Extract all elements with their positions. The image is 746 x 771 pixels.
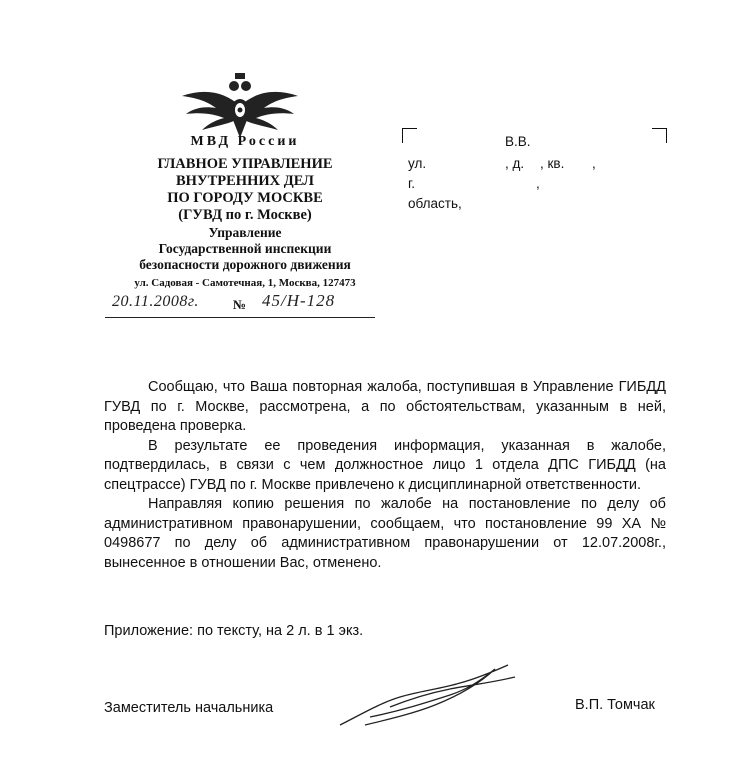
recipient-apt-tail: , [592,156,596,171]
recipient-house-label: , д. [505,156,525,171]
signer-name: В.П. Томчак [575,697,655,713]
body-paragraph: Направляя копию решения по жалобе на постановление по делу об административном правонарушении, сообщаем, что постановление 99 ХА № 0498677 по делу об административном правонарушении от 12.07.2008г., вынесенное в отношении Вас, отменено. [104,496,666,571]
department-name [120,156,370,224]
department-line: ВНУТРЕННИХ ДЕЛ [176,173,314,189]
address-corner-right [652,128,667,143]
emblem-icon [180,70,300,142]
sub-department-line: Управление [208,225,282,240]
letterhead-address: ул. Садовая - Самотечная, 1, Москва, 127473 [134,277,356,289]
sub-department-line: безопасности дорожного движения [139,257,351,272]
sub-department-name [105,225,385,273]
registration-number: 45/Н-128 [262,291,336,310]
body-paragraph: Сообщаю, что Ваша повторная жалоба, поступившая в Управление ГИБДД ГУВД по г. Москве, рассмотрена, а по обстоятельствам, указанным в ней, проведена проверка. [104,379,666,434]
recipient-city-tail: , [536,176,540,191]
department-line: (ГУВД по г. Москве) [178,207,312,223]
recipient-city-label: г. [408,176,416,191]
sub-department-line: Государственной инспекции [158,241,332,256]
ministry-name: МВД России [190,134,300,149]
department-line: ПО ГОРОДУ МОСКВЕ [167,190,323,206]
recipient-street-label: ул. [408,156,427,171]
letter-body [104,378,666,573]
recipient-region-label: область, [408,196,462,211]
department-line: ГЛАВНОЕ УПРАВЛЕНИЕ [157,156,333,172]
recipient-name: В.В. [505,134,531,149]
registration-number-label: № [233,297,247,312]
body-paragraph: В результате ее проведения информация, указанная в жалобе, подтвердилась, в связи с чем должностное лицо 1 отдела ДПС ГИБДД (на спецтрассе) ГУВД по г. Москве привлечено к дисциплинарной ответственности. [104,437,666,493]
registration-date: 20.11.2008г. [112,293,199,310]
appendix-note: Приложение: по тексту, на 2 л. в 1 экз. [104,623,364,639]
signer-position: Заместитель начальника [104,700,274,716]
recipient-apt-label: , кв. [540,156,565,171]
handwritten-signature [330,655,530,735]
address-corner-left [402,128,417,143]
